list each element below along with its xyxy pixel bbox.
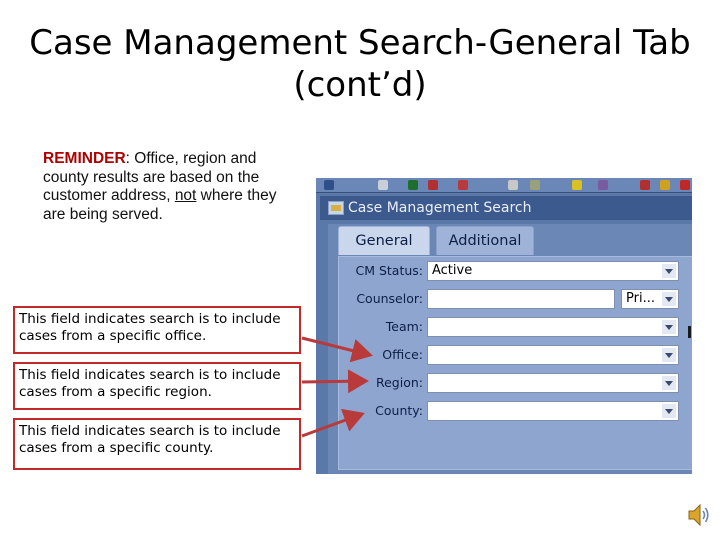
- general-form: [338, 256, 692, 470]
- slide-title: [0, 22, 720, 106]
- reminder-text-1: : Office, region and county results are based on the customer address,: [43, 150, 260, 204]
- toolbar-icon[interactable]: [508, 180, 518, 190]
- office-select[interactable]: [427, 345, 679, 365]
- region-label: Region:: [375, 375, 423, 390]
- callout-region: This field indicates search is to include cases from a specific region.: [13, 362, 301, 410]
- toolbar-icon[interactable]: [680, 180, 690, 190]
- reminder-text-2: where they are being served.: [43, 187, 277, 223]
- dropdown-arrow-icon[interactable]: [662, 404, 676, 418]
- edge-marker: [688, 326, 691, 338]
- region-select[interactable]: [427, 373, 679, 393]
- toolbar-icon[interactable]: [428, 180, 438, 190]
- dropdown-arrow-icon[interactable]: [662, 292, 676, 306]
- toolbar-icon[interactable]: [598, 180, 608, 190]
- toolbar-icon[interactable]: [458, 180, 468, 190]
- callout-office: This field indicates search is to include cases from a specific office.: [13, 306, 301, 354]
- reminder-not: not: [174, 187, 197, 204]
- county-label: County:: [375, 403, 423, 418]
- window-app-icon: [328, 201, 344, 215]
- cm-status-select[interactable]: [427, 261, 679, 281]
- toolbar-icon[interactable]: [408, 180, 418, 190]
- dropdown-arrow-icon[interactable]: [662, 264, 676, 278]
- reminder-head: REMINDER: [43, 150, 126, 167]
- search-panel: [328, 224, 692, 474]
- cm-status-label: CM Status:: [355, 263, 423, 278]
- dropdown-arrow-icon[interactable]: [662, 376, 676, 390]
- toolbar-icon[interactable]: [640, 180, 650, 190]
- slide-title-line1: Case Management Search-General Tab: [29, 23, 691, 63]
- toolbar: [316, 178, 692, 193]
- office-label: Office:: [382, 347, 423, 362]
- window-title: Case Management Search: [348, 200, 532, 216]
- case-management-window: [316, 178, 692, 474]
- window-titlebar: [320, 196, 692, 220]
- slide-title-line2: (cont’d): [293, 65, 427, 105]
- toolbar-icon[interactable]: [324, 180, 334, 190]
- toolbar-icon[interactable]: [572, 180, 582, 190]
- speaker-icon[interactable]: [686, 502, 712, 528]
- toolbar-icon[interactable]: [660, 180, 670, 190]
- reminder-note: [43, 150, 293, 224]
- dropdown-arrow-icon[interactable]: [662, 320, 676, 334]
- dropdown-arrow-icon[interactable]: [662, 348, 676, 362]
- toolbar-icon[interactable]: [378, 180, 388, 190]
- cm-status-value: Active: [432, 263, 473, 278]
- tab-general[interactable]: General: [338, 226, 430, 255]
- counselor-type-select[interactable]: [621, 289, 679, 309]
- tab-additional[interactable]: Additional: [436, 226, 534, 255]
- counselor-label: Counselor:: [356, 291, 423, 306]
- counselor-input[interactable]: [427, 289, 615, 309]
- team-select[interactable]: [427, 317, 679, 337]
- counselor-type-value: Pri...: [626, 291, 655, 306]
- callout-county: This field indicates search is to include cases from a specific county.: [13, 418, 301, 470]
- toolbar-icon[interactable]: [530, 180, 540, 190]
- county-select[interactable]: [427, 401, 679, 421]
- team-label: Team:: [385, 319, 423, 334]
